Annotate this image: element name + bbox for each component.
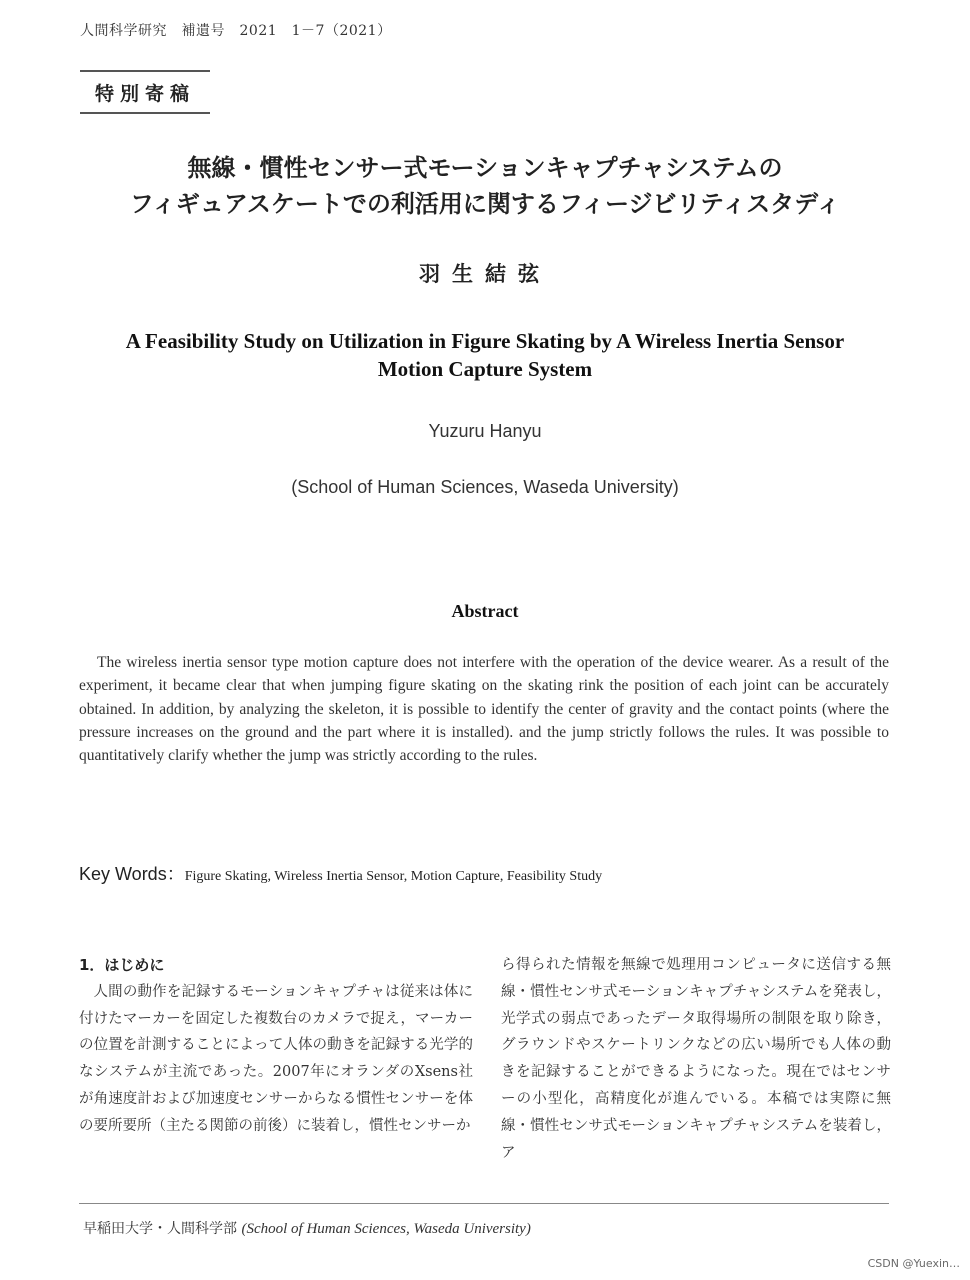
abstract-heading: Abstract [451, 601, 519, 621]
japanese-author: 羽生結弦 [419, 261, 551, 286]
affiliation: (School of Human Sciences, Waseda University) [291, 477, 679, 497]
keywords-label: Key Words： [79, 864, 185, 884]
journal-citation: 人間科学研究 補遺号 2021 1－7（2021） [80, 23, 392, 39]
csdn-watermark: CSDN @Yuexin… [867, 1257, 960, 1270]
body-column-left [79, 952, 473, 1140]
footer-affiliation [83, 1218, 531, 1238]
keywords [79, 860, 602, 886]
english-author: Yuzuru Hanyu [428, 421, 542, 441]
english-title [60, 327, 910, 383]
english-title-line-1: A Feasibility Study on Utilization in Figure Skating by A Wireless Inertia Sensor [125, 329, 845, 353]
keywords-value: Figure Skating, Wireless Inertia Sensor, Motion Capture, Feasibility Study [184, 869, 603, 884]
body-paragraph-right: ら得られた情報を無線で処理用コンピュータに送信する無線・慣性センサ式モーションキャプチャシステムを発表し，光学式の弱点であったデータ取得場所の制限を取り除き，グラウンドやスケートリンクなどの広い場所でも人体の動きを記録することができるようになった。現在ではセンサーの小型化，高精度化が進んでいる。本稿では実際に無線・慣性センサ式モーションキャプチャシステムを装着し，ア [501, 957, 891, 1161]
japanese-title [0, 150, 970, 222]
abstract-body: The wireless inertia sensor type motion capture does not interfere with the operation of the device wearer. As a result of the experiment, it became clear that when jumping figure skating on the skating rink the position of each joint can be accurately obtained. In addition, by analyzing the skeleton, it is possible to identify the center of gravity and the contact points (where the pressure increases on the ground and the part where it is installed). and the jump strictly follows the rules. It was possible to quantitatively clarify whether the jump was strictly according to the rules. [79, 654, 889, 765]
section-label: 特別寄稿 [80, 70, 210, 114]
body-column-right [501, 952, 891, 1166]
footer-affiliation-ja: 早稲田大学・人間科学部 [83, 1221, 237, 1237]
japanese-title-line-1: 無線・慣性センサー式モーションキャプチャシステムの [187, 153, 783, 182]
body-paragraph-left: 人間の動作を記録するモーションキャプチャは従来は体に付けたマーカーを固定した複数台のカメラで捉え，マーカーの位置を計測することによって人体の動きを記録する光学的なシステムが主流であった。2007年にオランダのXsens社が角速度計および加速度センサーからなる慣性センサーを体の要所要所（主たる関節の前後）に装着し，慣性センサーか [79, 983, 473, 1134]
footer-affiliation-en: (School of Human Sciences, Waseda University) [241, 1221, 531, 1237]
footer-divider [79, 1203, 889, 1204]
english-title-line-2: Motion Capture System [377, 357, 593, 381]
section-1-heading: 1．はじめに [79, 956, 165, 974]
japanese-title-line-2: フィギュアスケートでの利活用に関するフィージビリティスタディ [129, 189, 841, 218]
